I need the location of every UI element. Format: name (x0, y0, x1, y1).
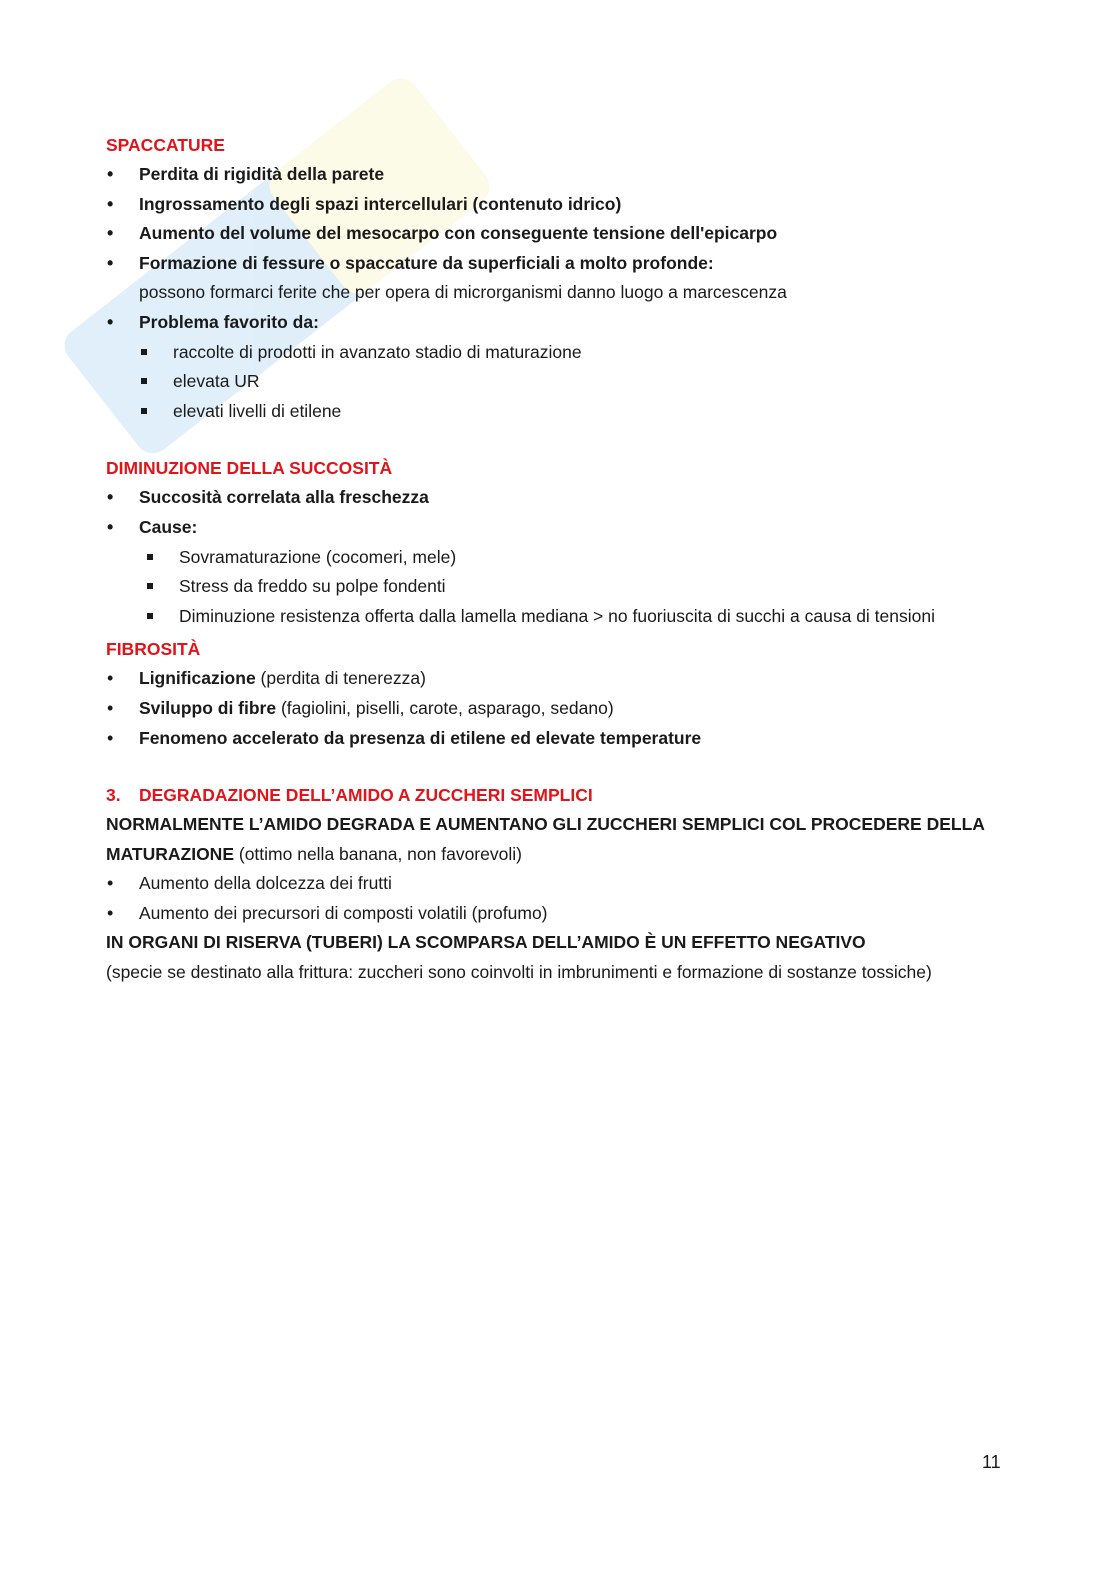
list-item: • Problema favorito da: (106, 308, 1026, 338)
list-item-bold: Sviluppo di fibre (139, 697, 277, 718)
sublist-item: elevati livelli di etilene (106, 397, 1026, 427)
paragraph-line: IN ORGANI DI RISERVA (TUBERI) LA SCOMPARSA DELL’AMIDO È UN EFFETTO NEGATIVO (106, 932, 866, 953)
paragraph-bold: MATURAZIONE (106, 843, 234, 864)
page-content (106, 131, 1026, 988)
paragraph-line: (specie se destinato alla frittura: zuccheri sono coinvolti in imbrunimenti e formazione di sostanze tossiche) (106, 962, 932, 983)
spacer (106, 426, 1026, 454)
list-item: • Ingrossamento degli spazi intercellulari (contenuto idrico) (106, 190, 1026, 220)
list-item: • Cause: (106, 513, 1026, 543)
list-item: • Formazione di fessure o spaccature da superficiali a molto profonde: (106, 249, 1026, 279)
sublist-item: Sovramaturazione (cocomeri, mele) (106, 543, 1026, 573)
section-title-text: DEGRADAZIONE DELL’AMIDO A ZUCCHERI SEMPLICI (139, 785, 593, 806)
section-title-amido (106, 781, 1026, 810)
paragraph-text: (ottimo nella banana, non favorevoli) (234, 843, 522, 864)
section-number: 3. (106, 785, 121, 806)
sublist-item: elevata UR (106, 367, 1026, 397)
paragraph-line: NORMALMENTE L’AMIDO DEGRADA E AUMENTANO GLI ZUCCHERI SEMPLICI COL PROCEDERE DELLA (106, 814, 985, 835)
list-item (106, 664, 1026, 694)
list-item-continuation: possono formarci ferite che per opera di microrganismi danno luogo a marcescenza (139, 282, 787, 303)
list-item-bold: Fenomeno accelerato da presenza di etilene ed elevate temperature (139, 727, 702, 748)
sublist-item: raccolte di prodotti in avanzato stadio di maturazione (106, 338, 1026, 368)
spacer (106, 753, 1026, 781)
list-item-text: (fagiolini, piselli, carote, asparago, sedano) (276, 697, 614, 718)
list-item (106, 724, 1026, 754)
section-title-succosita: DIMINUZIONE DELLA SUCCOSITÀ (106, 458, 393, 479)
paragraph-line (106, 840, 1026, 870)
list-item: • Aumento del volume del mesocarpo con conseguente tensione dell'epicarpo (106, 219, 1026, 249)
list-item: • Perdita di rigidità della parete (106, 160, 1026, 190)
list-item: • Succosità correlata alla freschezza (106, 483, 1026, 513)
section-title-fibrosita: FIBROSITÀ (106, 639, 201, 660)
list-item-bold: Lignificazione (139, 668, 256, 689)
list-item: • Aumento dei precursori di composti volatili (profumo) (106, 899, 1026, 929)
page-number: 11 (982, 1452, 1001, 1472)
sublist-item: Diminuzione resistenza offerta dalla lamella mediana > no fuoriuscita di succhi a causa di tensioni (106, 602, 1026, 632)
list-item-text: (perdita di tenerezza) (255, 668, 426, 689)
section-title-spaccature: SPACCATURE (106, 135, 225, 155)
list-item: • Aumento della dolcezza dei frutti (106, 869, 1026, 899)
list-item (106, 694, 1026, 724)
sublist-item: Stress da freddo su polpe fondenti (106, 572, 1026, 602)
